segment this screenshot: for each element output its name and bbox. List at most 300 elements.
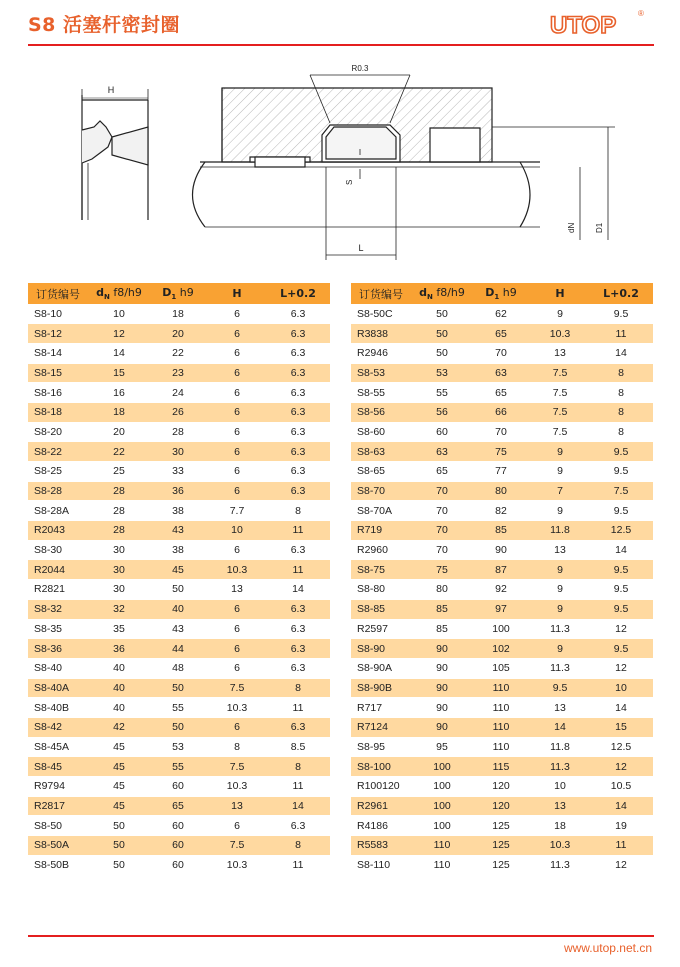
table-cell: 36 <box>90 639 148 659</box>
table-cell: 14 <box>531 717 589 737</box>
table-cell: 12 <box>90 324 148 344</box>
table-cell: 100 <box>471 619 531 639</box>
table-row <box>351 402 653 422</box>
table-cell: 75 <box>471 442 531 462</box>
table-cell: 77 <box>471 462 531 482</box>
table-cell: 9 <box>531 639 589 659</box>
table-cell: 14 <box>266 796 330 816</box>
table-cell: 85 <box>413 599 471 619</box>
table-cell: 87 <box>471 560 531 580</box>
table-cell: 30 <box>90 560 148 580</box>
table-row <box>351 501 653 521</box>
column-header: H <box>208 283 266 304</box>
table-row <box>28 757 330 777</box>
table-cell: 53 <box>148 737 208 757</box>
table-cell: 11 <box>266 560 330 580</box>
table-cell: S8-36 <box>28 639 90 659</box>
table-row <box>28 855 330 875</box>
table-cell: S8-50 <box>28 816 90 836</box>
table-cell: 110 <box>471 717 531 737</box>
column-header: 订货编号 <box>351 283 413 304</box>
table-cell: 6.3 <box>266 462 330 482</box>
table-cell: 7.5 <box>208 678 266 698</box>
table-cell: 95 <box>413 737 471 757</box>
dimension-label-dn: dN <box>567 222 576 233</box>
table-cell: 6 <box>208 599 266 619</box>
table-cell: 11.3 <box>531 855 589 875</box>
table-row <box>351 777 653 797</box>
table-cell: 110 <box>413 836 471 856</box>
table-row <box>28 304 330 324</box>
table-cell: 100 <box>413 816 471 836</box>
table-row <box>28 521 330 541</box>
table-cell: 80 <box>471 481 531 501</box>
table-cell: 9.5 <box>589 639 653 659</box>
table-cell: 6.3 <box>266 383 330 403</box>
table-cell: 90 <box>413 639 471 659</box>
table-cell: 6 <box>208 343 266 363</box>
table-row <box>28 540 330 560</box>
table-cell: 48 <box>148 658 208 678</box>
table-cell: 30 <box>148 442 208 462</box>
table-body-left <box>28 304 330 875</box>
table-cell: 45 <box>90 777 148 797</box>
table-row <box>351 540 653 560</box>
table-cell: 120 <box>471 796 531 816</box>
table-cell: 56 <box>413 402 471 422</box>
table-cell: 50 <box>90 855 148 875</box>
table-cell: 9 <box>531 599 589 619</box>
column-header: $D_1$ h9 <box>148 283 208 304</box>
table-row <box>351 855 653 875</box>
table-cell: 7.5 <box>589 481 653 501</box>
table-cell: 6.3 <box>266 481 330 501</box>
table-header-left <box>28 283 330 304</box>
table-cell: R2043 <box>28 521 90 541</box>
table-cell: 15 <box>90 363 148 383</box>
table-row <box>28 796 330 816</box>
table-cell: 55 <box>148 757 208 777</box>
table-cell: S8-80 <box>351 580 413 600</box>
footer-rule <box>28 935 654 937</box>
table-cell: 10.3 <box>208 855 266 875</box>
table-cell: S8-55 <box>351 383 413 403</box>
table-cell: 125 <box>471 855 531 875</box>
table-cell: 10 <box>90 304 148 324</box>
table-cell: 6.3 <box>266 304 330 324</box>
table-cell: 12 <box>589 619 653 639</box>
table-cell: 63 <box>413 442 471 462</box>
table-cell: 22 <box>90 442 148 462</box>
table-cell: 19 <box>589 816 653 836</box>
table-cell: 50 <box>90 816 148 836</box>
table-cell: 12 <box>589 855 653 875</box>
table-cell: 10.3 <box>531 836 589 856</box>
table-cell: S8-50C <box>351 304 413 324</box>
table-cell: 22 <box>148 343 208 363</box>
table-cell: 26 <box>148 402 208 422</box>
header-rule <box>28 44 654 46</box>
table-cell: R2817 <box>28 796 90 816</box>
table-cell: 8 <box>266 757 330 777</box>
table-cell: 6.3 <box>266 717 330 737</box>
table-cell: 42 <box>90 717 148 737</box>
table-cell: 60 <box>148 855 208 875</box>
table-cell: 6 <box>208 717 266 737</box>
table-cell: 9.5 <box>589 580 653 600</box>
table-cell: 28 <box>148 422 208 442</box>
table-cell: 9.5 <box>589 560 653 580</box>
table-cell: 18 <box>90 402 148 422</box>
table-cell: R719 <box>351 521 413 541</box>
table-row <box>28 501 330 521</box>
table-cell: 55 <box>148 698 208 718</box>
table-cell: 24 <box>148 383 208 403</box>
table-cell: S8-42 <box>28 717 90 737</box>
table-cell: 16 <box>90 383 148 403</box>
table-cell: 65 <box>471 383 531 403</box>
column-header: $d_N$ f8/h9 <box>413 283 471 304</box>
table-row <box>28 481 330 501</box>
table-cell: S8-56 <box>351 402 413 422</box>
table-cell: 65 <box>471 324 531 344</box>
table-cell: 100 <box>413 777 471 797</box>
seal-in-groove <box>326 127 396 159</box>
table-cell: 11.3 <box>531 658 589 678</box>
table-cell: S8-16 <box>28 383 90 403</box>
table-row <box>28 639 330 659</box>
table-cell: 18 <box>148 304 208 324</box>
column-header: H <box>531 283 589 304</box>
table-cell: 10.3 <box>208 698 266 718</box>
table-cell: 85 <box>471 521 531 541</box>
table-cell: 50 <box>90 836 148 856</box>
footer-url[interactable]: www.utop.net.cn <box>563 941 652 955</box>
table-cell: S8-15 <box>28 363 90 383</box>
table-row <box>28 737 330 757</box>
seal-profile-detail <box>82 89 148 220</box>
table-cell: 50 <box>413 343 471 363</box>
table-cell: 44 <box>148 639 208 659</box>
table-cell: 13 <box>208 580 266 600</box>
table-cell: 20 <box>148 324 208 344</box>
table-cell: 90 <box>413 678 471 698</box>
column-header: $D_1$ h9 <box>471 283 531 304</box>
table-row <box>28 698 330 718</box>
table-cell: 90 <box>471 540 531 560</box>
table-cell: R3838 <box>351 324 413 344</box>
table-row <box>28 816 330 836</box>
table-cell: 28 <box>90 501 148 521</box>
table-cell: 40 <box>148 599 208 619</box>
table-cell: S8-28 <box>28 481 90 501</box>
table-cell: 40 <box>90 658 148 678</box>
table-cell: 90 <box>413 658 471 678</box>
table-cell: S8-50A <box>28 836 90 856</box>
table-cell: 6 <box>208 363 266 383</box>
table-cell: 6.3 <box>266 343 330 363</box>
table-cell: R2597 <box>351 619 413 639</box>
table-cell: 10 <box>208 521 266 541</box>
table-row <box>28 619 330 639</box>
table-cell: 11 <box>589 836 653 856</box>
table-cell: 13 <box>208 796 266 816</box>
table-cell: S8-50B <box>28 855 90 875</box>
table-cell: 14 <box>266 580 330 600</box>
table-row <box>28 599 330 619</box>
table-row <box>28 442 330 462</box>
table-cell: 38 <box>148 540 208 560</box>
table-cell: 110 <box>471 698 531 718</box>
table-cell: 92 <box>471 580 531 600</box>
table-row <box>351 816 653 836</box>
table-cell: S8-32 <box>28 599 90 619</box>
radius-label: R0.3 <box>351 64 369 73</box>
table-cell: 82 <box>471 501 531 521</box>
table-cell: 9 <box>531 560 589 580</box>
table-cell: S8-70 <box>351 481 413 501</box>
table-cell: 70 <box>471 343 531 363</box>
registered-mark: ® <box>638 9 644 18</box>
table-cell: 9.5 <box>589 501 653 521</box>
table-row <box>351 639 653 659</box>
table-cell: 70 <box>413 481 471 501</box>
table-row <box>28 580 330 600</box>
table-cell: 9.5 <box>589 304 653 324</box>
table-cell: 6.3 <box>266 658 330 678</box>
table-cell: 36 <box>148 481 208 501</box>
spec-table-right <box>351 283 653 875</box>
table-cell: 12 <box>589 757 653 777</box>
table-cell: 6.3 <box>266 619 330 639</box>
table-row <box>351 796 653 816</box>
table-header-row <box>351 283 653 304</box>
seal-cross-section-drawing <box>60 55 660 270</box>
table-cell: 6.3 <box>266 422 330 442</box>
table-cell: 45 <box>148 560 208 580</box>
table-cell: 9.5 <box>531 678 589 698</box>
table-cell: 120 <box>471 777 531 797</box>
table-row <box>351 757 653 777</box>
table-cell: 12 <box>589 658 653 678</box>
table-cell: R7124 <box>351 717 413 737</box>
dimension-label-s: S <box>345 179 354 185</box>
table-row <box>351 442 653 462</box>
table-row <box>351 383 653 403</box>
table-row <box>351 343 653 363</box>
table-cell: R2821 <box>28 580 90 600</box>
table-cell: S8-60 <box>351 422 413 442</box>
table-body-right <box>351 304 653 875</box>
table-cell: 6.3 <box>266 599 330 619</box>
table-cell: 9 <box>531 304 589 324</box>
column-header: $d_N$ f8/h9 <box>90 283 148 304</box>
table-cell: R717 <box>351 698 413 718</box>
table-cell: 43 <box>148 521 208 541</box>
table-cell: 9.5 <box>589 599 653 619</box>
table-cell: 8 <box>589 402 653 422</box>
table-cell: 28 <box>90 481 148 501</box>
table-cell: 8 <box>208 737 266 757</box>
table-row <box>351 462 653 482</box>
table-cell: 90 <box>413 717 471 737</box>
table-cell: 7.5 <box>531 363 589 383</box>
table-cell: 6.3 <box>266 324 330 344</box>
table-cell: 70 <box>413 540 471 560</box>
table-cell: 10.3 <box>208 560 266 580</box>
table-cell: 70 <box>471 422 531 442</box>
column-header: L+0.2 <box>589 283 653 304</box>
table-cell: S8-40B <box>28 698 90 718</box>
table-cell: 8 <box>266 678 330 698</box>
table-cell: 85 <box>413 619 471 639</box>
table-cell: 28 <box>90 521 148 541</box>
table-cell: 8 <box>266 836 330 856</box>
table-cell: 110 <box>471 678 531 698</box>
table-cell: 6 <box>208 383 266 403</box>
table-cell: 10 <box>531 777 589 797</box>
table-cell: 53 <box>413 363 471 383</box>
table-cell: 7.5 <box>531 383 589 403</box>
table-cell: 50 <box>148 678 208 698</box>
table-cell: 50 <box>148 717 208 737</box>
table-cell: 6.3 <box>266 816 330 836</box>
table-row <box>351 717 653 737</box>
table-cell: 30 <box>90 580 148 600</box>
table-cell: 35 <box>90 619 148 639</box>
table-cell: 7.5 <box>531 422 589 442</box>
table-cell: 23 <box>148 363 208 383</box>
table-cell: 12.5 <box>589 737 653 757</box>
table-cell: 9 <box>531 462 589 482</box>
dimension-label-l: L <box>358 243 364 253</box>
table-cell: 62 <box>471 304 531 324</box>
table-cell: 45 <box>90 796 148 816</box>
table-cell: S8-63 <box>351 442 413 462</box>
table-cell: S8-90A <box>351 658 413 678</box>
table-cell: 11 <box>266 855 330 875</box>
table-cell: 9.5 <box>589 462 653 482</box>
table-cell: S8-18 <box>28 402 90 422</box>
table-row <box>351 521 653 541</box>
table-cell: 65 <box>413 462 471 482</box>
table-cell: 9 <box>531 580 589 600</box>
table-cell: 7.7 <box>208 501 266 521</box>
table-cell: R2960 <box>351 540 413 560</box>
table-cell: 14 <box>589 343 653 363</box>
table-row <box>28 560 330 580</box>
table-cell: 6.3 <box>266 639 330 659</box>
table-row <box>28 678 330 698</box>
table-cell: 125 <box>471 836 531 856</box>
table-cell: 6 <box>208 619 266 639</box>
table-cell: 6.3 <box>266 363 330 383</box>
table-cell: S8-14 <box>28 343 90 363</box>
table-row <box>28 343 330 363</box>
table-cell: S8-95 <box>351 737 413 757</box>
table-cell: 7.5 <box>531 402 589 422</box>
table-cell: R2946 <box>351 343 413 363</box>
table-row <box>351 324 653 344</box>
rod-section <box>193 157 541 227</box>
table-cell: 10 <box>589 678 653 698</box>
table-cell: 6.3 <box>266 540 330 560</box>
table-cell: 8 <box>589 422 653 442</box>
table-cell: 50 <box>413 324 471 344</box>
table-cell: 6 <box>208 442 266 462</box>
table-cell: 32 <box>90 599 148 619</box>
table-cell: 11.3 <box>531 757 589 777</box>
table-cell: 97 <box>471 599 531 619</box>
table-row <box>351 481 653 501</box>
table-cell: 14 <box>589 796 653 816</box>
table-cell: 25 <box>90 462 148 482</box>
table-cell: 45 <box>90 737 148 757</box>
table-row <box>28 402 330 422</box>
table-cell: 6 <box>208 816 266 836</box>
table-cell: 43 <box>148 619 208 639</box>
table-cell: S8-110 <box>351 855 413 875</box>
table-cell: 6 <box>208 658 266 678</box>
table-cell: R100120 <box>351 777 413 797</box>
table-cell: 9.5 <box>589 442 653 462</box>
table-cell: S8-45A <box>28 737 90 757</box>
table-cell: 6 <box>208 481 266 501</box>
table-cell: 6 <box>208 324 266 344</box>
table-cell: 6.3 <box>266 442 330 462</box>
table-cell: S8-40 <box>28 658 90 678</box>
table-cell: 10.5 <box>589 777 653 797</box>
table-row <box>351 422 653 442</box>
table-row <box>28 658 330 678</box>
table-cell: 60 <box>413 422 471 442</box>
table-row <box>28 777 330 797</box>
table-row <box>351 678 653 698</box>
table-cell: 20 <box>90 422 148 442</box>
table-cell: 6.3 <box>266 402 330 422</box>
table-row <box>28 422 330 442</box>
table-cell: S8-65 <box>351 462 413 482</box>
table-cell: 6 <box>208 462 266 482</box>
table-cell: R5583 <box>351 836 413 856</box>
table-cell: 33 <box>148 462 208 482</box>
table-cell: 11 <box>266 521 330 541</box>
table-cell: S8-30 <box>28 540 90 560</box>
table-cell: 9 <box>531 442 589 462</box>
table-cell: 66 <box>471 402 531 422</box>
table-row <box>28 836 330 856</box>
table-cell: S8-12 <box>28 324 90 344</box>
table-cell: 7.5 <box>208 757 266 777</box>
table-header-right <box>351 283 653 304</box>
table-cell: S8-20 <box>28 422 90 442</box>
table-cell: 7.5 <box>208 836 266 856</box>
table-cell: 63 <box>471 363 531 383</box>
table-header-row <box>28 283 330 304</box>
table-cell: 6 <box>208 304 266 324</box>
table-cell: 11.3 <box>531 619 589 639</box>
table-cell: 50 <box>413 304 471 324</box>
table-cell: 6 <box>208 402 266 422</box>
table-row <box>28 462 330 482</box>
table-cell: R2044 <box>28 560 90 580</box>
table-cell: 8 <box>589 383 653 403</box>
table-cell: 7 <box>531 481 589 501</box>
table-cell: 8.5 <box>266 737 330 757</box>
table-row <box>351 363 653 383</box>
table-cell: S8-40A <box>28 678 90 698</box>
table-cell: 70 <box>413 521 471 541</box>
